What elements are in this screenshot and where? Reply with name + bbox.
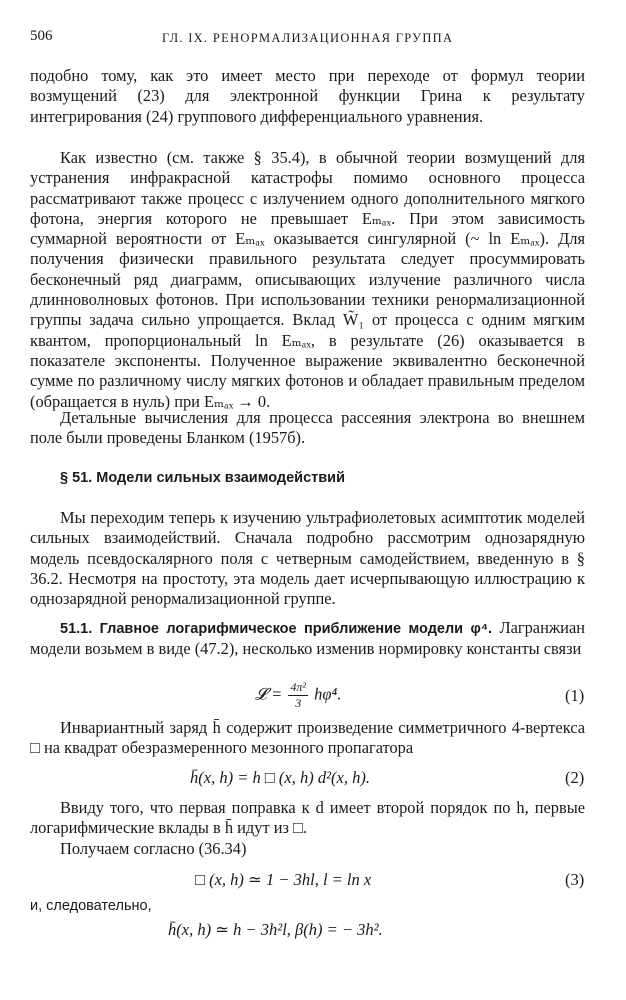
paragraph-obtain (30, 839, 585, 859)
equation-2: h̄(x, h) = h □ (x, h) d²(x, h). (190, 768, 370, 787)
paragraph-3: Детальные вычисления для процесса рассеяния электрона во внешнем поле были проведены Бланком (1957б). (30, 408, 585, 448)
equation-4: h̄(x, h) ≃ h − 3h²l, β(h) = − 3h². (168, 920, 383, 939)
equation-3: □ (x, h) ≃ 1 − 3hl, l = ln x (195, 870, 372, 889)
paragraph-intro-section (30, 508, 585, 609)
section-title: § 51. Модели сильных взаимодействий (60, 470, 345, 486)
subsection-title: 51.1. Главное логарифмическое приближение модели φ⁴. (60, 621, 493, 637)
equation-1-number: (1) (565, 686, 585, 705)
paragraph-2: Как известно (см. также § 35.4), в обычной теории возмущений для устранения инфракрасной катастрофы помимо основного процесса рассматривают также процесс с излучением одного дополнительного мягкого фотона, энергия которого не превышает Eₘₐₓ. При этом зависимость суммарной вероятности от Eₘₐₓ оказывается сингулярной (~ ln Eₘₐₓ). Для получения физически правильного результата следует просуммировать бесконечный ряд диаграмм, описывающих излучение различного числа длинноволновых фотонов. При использовании техники ренормализационной группы задача сильно упрощается. Вклад W̃₁ от процесса с одним мягким квантом, пропорциональный ln Eₘₐₓ, в результате (26) оказывается в показателе экспоненты. Полученное выражение эквивалентно бесконечной сумме по различному числу мягких фотонов и обладает правильным пределом (обращается в нуль) при Eₘₐₓ → 0. (30, 148, 585, 411)
subsection-paragraph (30, 618, 585, 660)
eq1-rhs: hφ⁴. (314, 684, 342, 704)
equation-2-number: (2) (565, 768, 585, 787)
paragraph-infrared (30, 148, 585, 412)
paragraph-5: Лагранжиан модели возьмем в виде (47.2), несколько изменив нормировку константы связи (30, 618, 585, 659)
paragraph-7: Ввиду того, что первая поправка к d имеет второй порядок по h, первые логарифмические вклады в h̄ идут из □. (30, 798, 585, 838)
eq1-fraction (288, 680, 308, 711)
equation-1 (255, 680, 341, 711)
paragraph-4: Мы переходим теперь к изучению ультрафиолетовых асимптотик моделей сильных взаимодействий. Сначала подробно рассмотрим однозарядную модель псевдоскалярного поля с четверным самодействием, введенную в § 36.2. Несмотря на простоту, эта модель дает исчерпывающую иллюстрацию к однозарядной ренормализационной группе. (30, 508, 585, 609)
eq1-lhs: 𝓛 = (255, 684, 283, 704)
paragraph-continuation (30, 66, 585, 127)
eq1-numerator: 4π² (290, 680, 306, 694)
equation-3-number: (3) (565, 870, 585, 889)
page-number: 506 (30, 28, 53, 44)
paragraph-8: Получаем согласно (36.34) (60, 839, 247, 858)
paragraph-blank (30, 408, 585, 449)
paragraph-6: Инвариантный заряд h̄ содержит произведение симметричного 4-вертекса □ на квадрат обезразмеренного мезонного пропагатора (30, 718, 585, 758)
paragraph-invariant-charge (30, 718, 585, 759)
paragraph-first-correction (30, 798, 585, 839)
paragraph-consequently: и, следовательно, (30, 898, 152, 914)
eq1-denominator: 3 (295, 696, 302, 710)
running-head: ГЛ. IX. РЕНОРМАЛИЗАЦИОННАЯ ГРУППА (162, 31, 454, 45)
paragraph-1: подобно тому, как это имеет место при переходе от формул теории возмущений (23) для электронной функции Грина к результату интегрирования (24) группового дифференциального уравнения. (30, 66, 585, 126)
